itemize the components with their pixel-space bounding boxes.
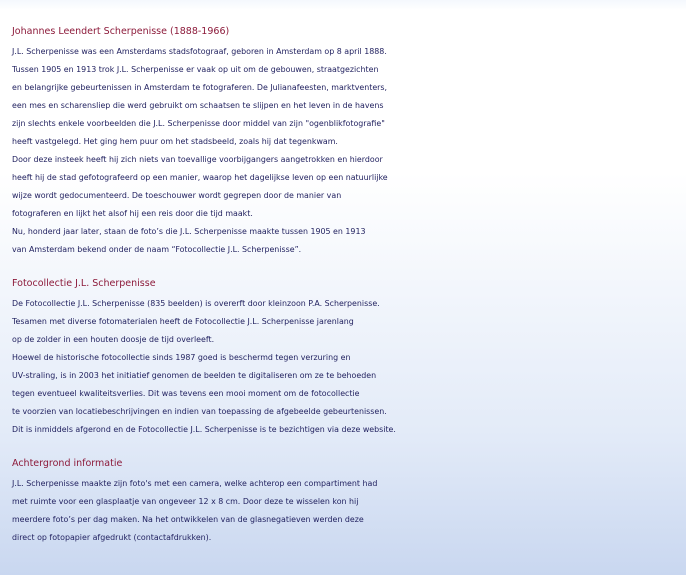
paragraph-line: heeft hij de stad gefotografeerd op een manier, waarop het dagelijkse leven op een natuurlijke (12, 173, 388, 182)
paragraph-line: Hoewel de historische fotocollectie sinds 1987 goed is beschermd tegen verzuring en (12, 353, 351, 362)
paragraph-line: J.L. Scherpenisse maakte zijn foto's met een camera, welke achterop een compartiment had (12, 479, 378, 488)
paragraph-line: heeft vastgelegd. Het ging hem puur om het stadsbeeld, zoals hij dat tegenkwam. (12, 137, 338, 146)
paragraph-line: met ruimte voor een glasplaatje van ongeveer 12 x 8 cm. Door deze te wisselen kon hij (12, 497, 359, 506)
section-biography (12, 22, 682, 259)
paragraph-line: zijn slechts enkele voorbeelden die J.L. Scherpenisse door middel van zijn "ogenblikfotografie" (12, 119, 385, 128)
paragraph-line: De Fotocollectie J.L. Scherpenisse (835 beelden) is overerft door kleinzoon P.A. Scherpenisse. (12, 299, 380, 308)
paragraph-line: te voorzien van locatiebeschrijvingen en indien van toepassing de afgebeelde gebeurtenissen. (12, 407, 387, 416)
section-body-background-info (12, 475, 682, 547)
paragraph-line: Tussen 1905 en 1913 trok J.L. Scherpenisse er vaak op uit om de gebouwen, straatgezichten (12, 65, 379, 74)
paragraph-line: op de zolder in een houten doosje de tijd overleeft. (12, 335, 215, 344)
section-photo-collection (12, 274, 682, 439)
paragraph-line: Nu, honderd jaar later, staan de foto’s die J.L. Scherpenisse maakte tussen 1905 en 1913 (12, 227, 366, 236)
section-title-background-info: Achtergrond informatie (12, 458, 123, 469)
section-body-biography (12, 43, 682, 259)
paragraph-line: wijze wordt gedocumenteerd. De toeschouwer wordt gegrepen door de manier van (12, 191, 342, 200)
paragraph-line: fotograferen en lijkt het alsof hij een reis door die tijd maakt. (12, 209, 253, 218)
section-background-info (12, 454, 682, 547)
paragraph-line: meerdere foto’s per dag maken. Na het ontwikkelen van de glasnegatieven werden deze (12, 515, 364, 524)
paragraph-line: van Amsterdam bekend onder de naam “Fotocollectie J.L. Scherpenisse”. (12, 245, 302, 254)
paragraph-line: Door deze insteek heeft hij zich niets van toevallige voorbijgangers aangetrokken en hierdoor (12, 155, 383, 164)
paragraph-line: tegen eventueel kwaliteitsverlies. Dit was tevens een mooi moment om de fotocollectie (12, 389, 360, 398)
paragraph-line: Dit is inmiddels afgerond en de Fotocollectie J.L. Scherpenisse is te bezichtigen via deze website. (12, 425, 396, 434)
paragraph-line: Tesamen met diverse fotomaterialen heeft de Fotocollectie J.L. Scherpenisse jarenlang (12, 317, 354, 326)
paragraph-line: direct op fotopapier afgedrukt (contactafdrukken). (12, 533, 212, 542)
section-title-photo-collection: Fotocollectie J.L. Scherpenisse (12, 278, 156, 289)
paragraph-line: J.L. Scherpenisse was een Amsterdams stadsfotograaf, geboren in Amsterdam op 8 april 1888. (12, 47, 387, 56)
section-body-photo-collection (12, 295, 682, 439)
section-title-biography: Johannes Leendert Scherpenisse (1888-1966) (12, 26, 230, 37)
page-content (12, 22, 682, 562)
paragraph-line: en belangrijke gebeurtenissen in Amsterdam te fotograferen. De Julianafeesten, marktventers, (12, 83, 388, 92)
paragraph-line: een mes en scharensliep die werd gebruikt om schaatsen te slijpen en het leven in de havens (12, 101, 384, 110)
paragraph-line: UV-straling, is in 2003 het initiatief genomen de beelden te digitaliseren om ze te behoeden (12, 371, 377, 380)
